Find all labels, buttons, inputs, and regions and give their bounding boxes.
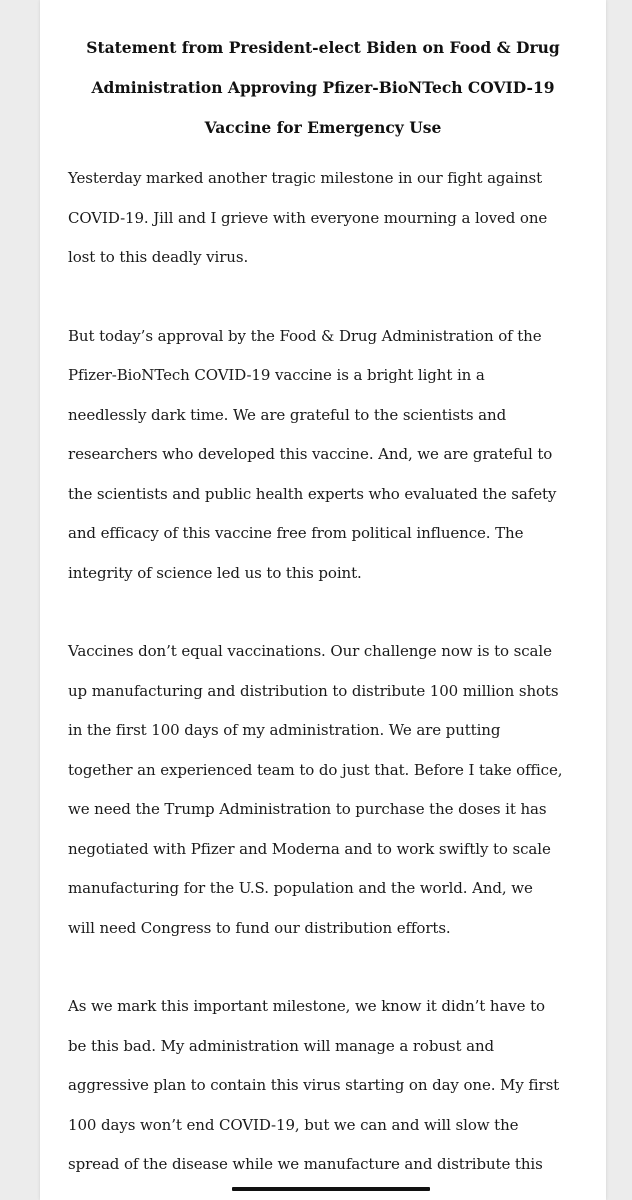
title-line: Vaccine for Emergency Use: [204, 118, 442, 137]
text-line: 100 days won’t end COVID-19, but we can and will slow the: [68, 1115, 519, 1134]
text-line: up manufacturing and distribution to distribute 100 million shots: [68, 681, 559, 700]
text-line: we need the Trump Administration to purchase the doses it has: [68, 800, 547, 818]
paragraph-4: [68, 987, 578, 1185]
paragraph-3: [68, 632, 578, 948]
title-line: Administration Approving Pfizer-BioNTech COVID-19: [91, 78, 555, 97]
title-line: Statement from President-elect Biden on Food & Drug: [86, 38, 560, 57]
text-line: Pfizer-BioNTech COVID-19 vaccine is a bright light in a: [68, 366, 485, 384]
text-line: But today’s approval by the Food & Drug Administration of the: [68, 326, 542, 345]
handwritten-underline-mark: [232, 1187, 430, 1191]
text-line: COVID-19. Jill and I grieve with everyone mourning a loved one: [68, 208, 548, 227]
text-line: in the first 100 days of my administration. We are putting: [68, 721, 501, 739]
text-line: researchers who developed this vaccine. And, we are grateful to: [68, 445, 553, 463]
statement-title: [68, 0, 578, 148]
text-line: the scientists and public health experts who evaluated the safety: [68, 484, 557, 503]
text-line: negotiated with Pfizer and Moderna and to work swiftly to scale: [68, 839, 551, 858]
text-line: needlessly dark time. We are grateful to the scientists and: [68, 405, 507, 424]
paragraph-1: [68, 159, 578, 278]
paragraph-2: [68, 317, 578, 594]
document-body: [68, 0, 578, 1185]
text-line: integrity of science led us to this point.: [68, 563, 362, 582]
text-line: Vaccines don’t equal vaccinations. Our challenge now is to scale: [68, 642, 552, 660]
text-line: aggressive plan to contain this virus starting on day one. My first: [68, 1076, 560, 1094]
text-line: spread of the disease while we manufacture and distribute this: [68, 1155, 543, 1173]
text-line: and efficacy of this vaccine free from political influence. The: [68, 524, 524, 542]
text-line: manufacturing for the U.S. population and the world. And, we: [68, 879, 533, 897]
text-line: be this bad. My administration will manage a robust and: [68, 1036, 495, 1055]
text-line: together an experienced team to do just that. Before I take office,: [68, 760, 563, 779]
text-line: lost to this deadly virus.: [68, 248, 249, 266]
document-page: [40, 0, 606, 1200]
text-line: will need Congress to fund our distribution efforts.: [68, 918, 451, 937]
text-line: As we mark this important milestone, we know it didn’t have to: [68, 997, 545, 1015]
text-line: Yesterday marked another tragic milestone in our fight against: [68, 169, 543, 187]
